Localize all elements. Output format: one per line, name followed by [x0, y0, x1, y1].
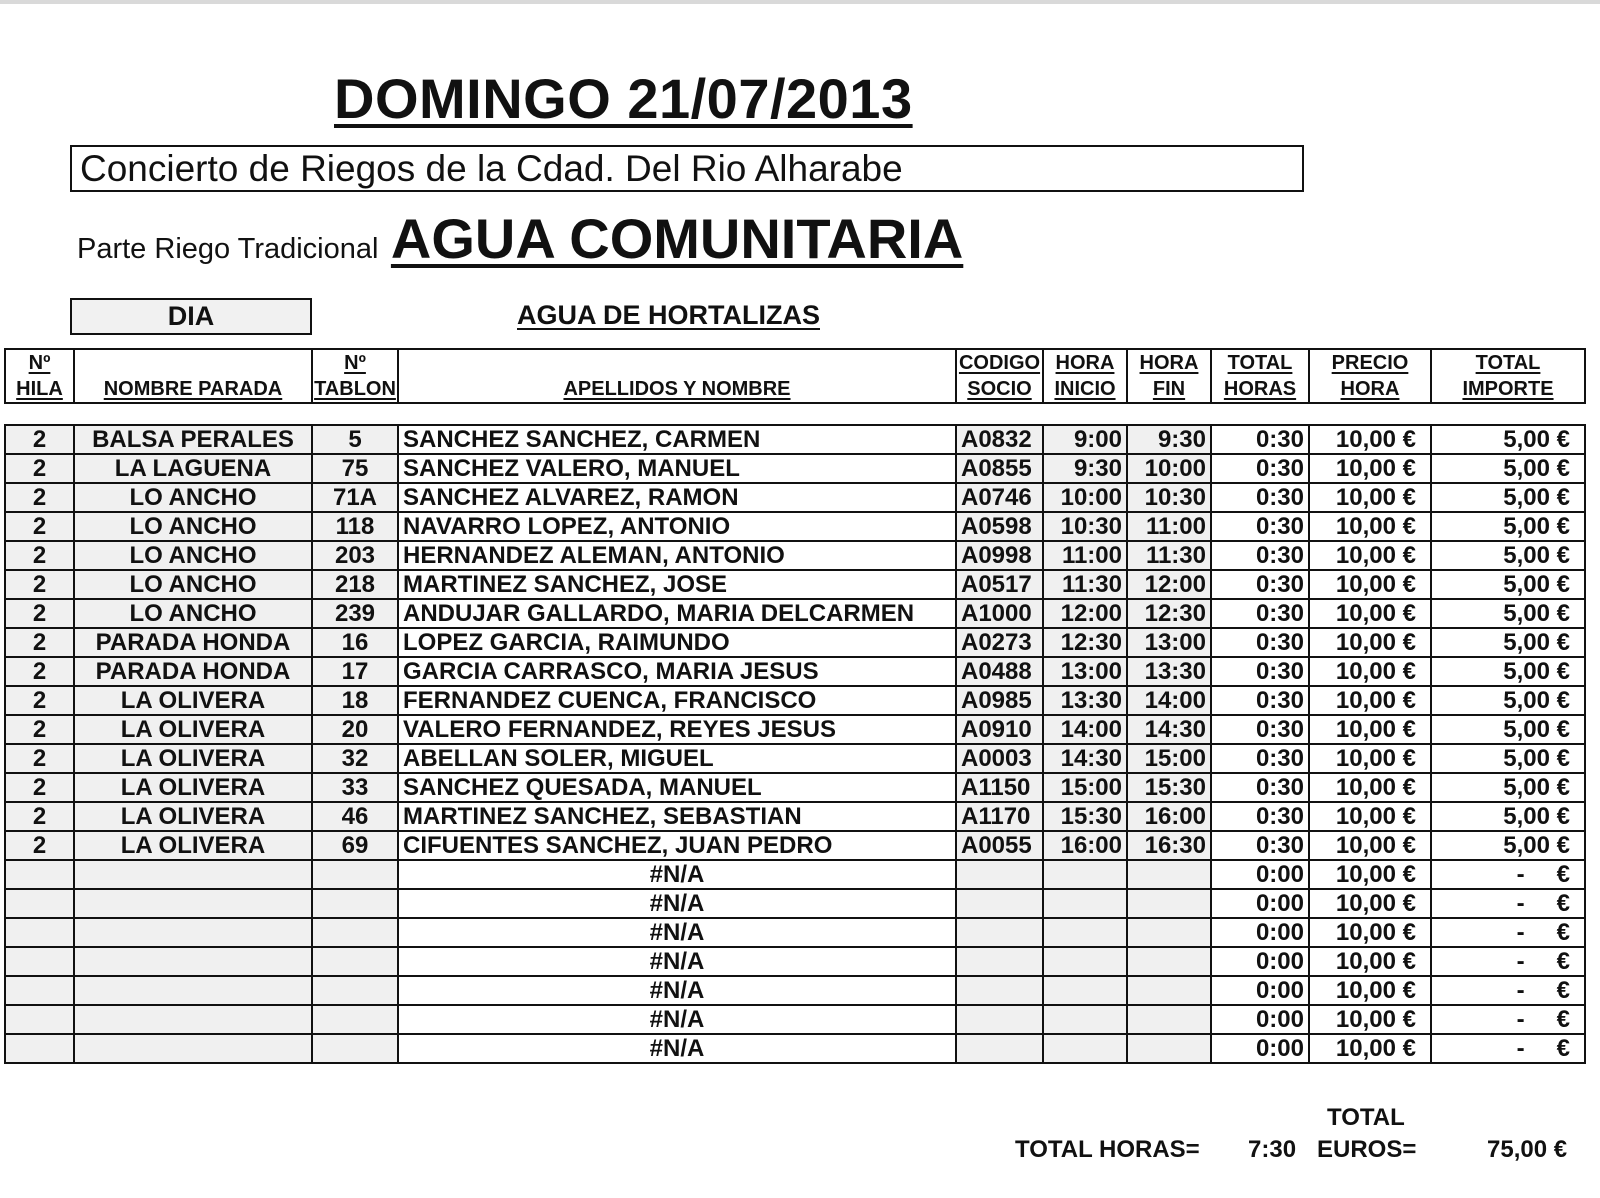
- cell-inicio: 14:30: [1043, 744, 1127, 773]
- cell-parada: LA OLIVERA: [74, 686, 312, 715]
- cell-tablon: 239: [312, 599, 398, 628]
- cell-nombre: #N/A: [398, 1034, 956, 1063]
- cell-precio: 10,00 €: [1309, 715, 1431, 744]
- cell-horas: 0:30: [1211, 541, 1309, 570]
- header-tablon: Nº TABLON: [312, 349, 398, 403]
- cell-hila: [5, 947, 74, 976]
- cell-codigo: A0273: [956, 628, 1043, 657]
- cell-importe: 5,00 €: [1431, 773, 1585, 802]
- cell-nombre: NAVARRO LOPEZ, ANTONIO: [398, 512, 956, 541]
- scan-top-edge: [0, 0, 1600, 4]
- table-row: [5, 425, 1585, 454]
- cell-codigo: A0746: [956, 483, 1043, 512]
- cell-codigo: A0985: [956, 686, 1043, 715]
- cell-fin: [1127, 889, 1211, 918]
- cell-fin: [1127, 860, 1211, 889]
- header-importe: TOTAL IMPORTE: [1431, 349, 1585, 403]
- cell-nombre: #N/A: [398, 860, 956, 889]
- importe-euro: €: [1556, 977, 1570, 1004]
- cell-inicio: [1043, 947, 1127, 976]
- cell-fin: 10:00: [1127, 454, 1211, 483]
- table-row-empty: [5, 918, 1585, 947]
- cell-tablon: 17: [312, 657, 398, 686]
- cell-horas: 0:30: [1211, 773, 1309, 802]
- cell-codigo: [956, 947, 1043, 976]
- importe-dash: -: [1516, 919, 1525, 946]
- table-header: [4, 348, 1586, 404]
- cell-horas: 0:30: [1211, 570, 1309, 599]
- cell-horas: 0:30: [1211, 512, 1309, 541]
- cell-codigo: A0832: [956, 425, 1043, 454]
- dia-box: [70, 298, 312, 335]
- cell-fin: 16:00: [1127, 802, 1211, 831]
- importe-dash: -: [1516, 1035, 1525, 1062]
- cell-nombre: HERNANDEZ ALEMAN, ANTONIO: [398, 541, 956, 570]
- cell-horas: 0:00: [1211, 1034, 1309, 1063]
- total-horas-value: 7:30: [1248, 1136, 1297, 1163]
- cell-importe: 5,00 €: [1431, 454, 1585, 483]
- cell-inicio: [1043, 1005, 1127, 1034]
- cell-horas: 0:30: [1211, 831, 1309, 860]
- cell-inicio: [1043, 976, 1127, 1005]
- cell-hila: 2: [5, 802, 74, 831]
- cell-hila: 2: [5, 715, 74, 744]
- cell-hila: [5, 860, 74, 889]
- cell-importe: [1431, 889, 1585, 918]
- header-codigo: CODIGO SOCIO: [956, 349, 1043, 403]
- cell-nombre: LOPEZ GARCIA, RAIMUNDO: [398, 628, 956, 657]
- cell-nombre: ANDUJAR GALLARDO, MARIA DELCARMEN: [398, 599, 956, 628]
- cell-precio: 10,00 €: [1309, 802, 1431, 831]
- cell-fin: [1127, 1005, 1211, 1034]
- cell-horas: 0:30: [1211, 802, 1309, 831]
- table-row: [5, 831, 1585, 860]
- cell-precio: 10,00 €: [1309, 512, 1431, 541]
- cell-inicio: 10:30: [1043, 512, 1127, 541]
- cell-tablon: 218: [312, 570, 398, 599]
- table-row: [5, 599, 1585, 628]
- cell-fin: 12:00: [1127, 570, 1211, 599]
- cell-precio: 10,00 €: [1309, 889, 1431, 918]
- section-title: AGUA DE HORTALIZAS: [517, 300, 820, 330]
- cell-parada: LO ANCHO: [74, 599, 312, 628]
- importe-dash: -: [1516, 1006, 1525, 1033]
- cell-parada: LA LAGUENA: [74, 454, 312, 483]
- cell-hila: [5, 976, 74, 1005]
- importe-euro: €: [1556, 948, 1570, 975]
- cell-nombre: CIFUENTES SANCHEZ, JUAN PEDRO: [398, 831, 956, 860]
- cell-codigo: A0998: [956, 541, 1043, 570]
- cell-fin: 16:30: [1127, 831, 1211, 860]
- cell-precio: 10,00 €: [1309, 686, 1431, 715]
- cell-codigo: [956, 1005, 1043, 1034]
- cell-codigo: A0910: [956, 715, 1043, 744]
- cell-importe: 5,00 €: [1431, 657, 1585, 686]
- cell-parada: LA OLIVERA: [74, 831, 312, 860]
- cell-precio: 10,00 €: [1309, 976, 1431, 1005]
- table-row: [5, 570, 1585, 599]
- cell-parada: BALSA PERALES: [74, 425, 312, 454]
- cell-codigo: [956, 860, 1043, 889]
- cell-parada: [74, 947, 312, 976]
- importe-euro: €: [1556, 1035, 1570, 1062]
- cell-codigo: A0855: [956, 454, 1043, 483]
- cell-codigo: A0517: [956, 570, 1043, 599]
- table-row-empty: [5, 1034, 1585, 1063]
- cell-inicio: 11:30: [1043, 570, 1127, 599]
- table-row-empty: [5, 889, 1585, 918]
- cell-fin: 11:00: [1127, 512, 1211, 541]
- header-precio: PRECIO HORA: [1309, 349, 1431, 403]
- cell-fin: 15:30: [1127, 773, 1211, 802]
- cell-tablon: 20: [312, 715, 398, 744]
- cell-fin: 13:00: [1127, 628, 1211, 657]
- table-row: [5, 483, 1585, 512]
- cell-nombre: SANCHEZ VALERO, MANUEL: [398, 454, 956, 483]
- cell-tablon: [312, 947, 398, 976]
- header-fin: HORA FIN: [1127, 349, 1211, 403]
- header-parada: NOMBRE PARADA: [74, 349, 312, 403]
- table-row-empty: [5, 976, 1585, 1005]
- organization-box: [70, 145, 1304, 192]
- cell-importe: 5,00 €: [1431, 425, 1585, 454]
- cell-horas: 0:30: [1211, 425, 1309, 454]
- cell-tablon: 75: [312, 454, 398, 483]
- cell-parada: [74, 918, 312, 947]
- table-row: [5, 802, 1585, 831]
- cell-importe: [1431, 918, 1585, 947]
- cell-hila: 2: [5, 744, 74, 773]
- cell-precio: 10,00 €: [1309, 773, 1431, 802]
- cell-codigo: A1170: [956, 802, 1043, 831]
- cell-horas: 0:30: [1211, 657, 1309, 686]
- cell-nombre: #N/A: [398, 918, 956, 947]
- cell-inicio: 9:00: [1043, 425, 1127, 454]
- importe-dash: -: [1516, 977, 1525, 1004]
- cell-importe: 5,00 €: [1431, 628, 1585, 657]
- table-row: [5, 657, 1585, 686]
- cell-hila: [5, 1005, 74, 1034]
- cell-inicio: 9:30: [1043, 454, 1127, 483]
- cell-tablon: 16: [312, 628, 398, 657]
- cell-codigo: A1150: [956, 773, 1043, 802]
- cell-inicio: [1043, 860, 1127, 889]
- importe-dash: -: [1516, 861, 1525, 888]
- table-row-empty: [5, 1005, 1585, 1034]
- cell-tablon: 203: [312, 541, 398, 570]
- cell-precio: 10,00 €: [1309, 570, 1431, 599]
- cell-fin: 9:30: [1127, 425, 1211, 454]
- cell-fin: 14:00: [1127, 686, 1211, 715]
- cell-parada: PARADA HONDA: [74, 628, 312, 657]
- cell-hila: 2: [5, 657, 74, 686]
- cell-hila: 2: [5, 628, 74, 657]
- cell-importe: 5,00 €: [1431, 483, 1585, 512]
- cell-nombre: MARTINEZ SANCHEZ, JOSE: [398, 570, 956, 599]
- cell-nombre: VALERO FERNANDEZ, REYES JESUS: [398, 715, 956, 744]
- table-row-empty: [5, 947, 1585, 976]
- cell-codigo: [956, 918, 1043, 947]
- cell-nombre: #N/A: [398, 1005, 956, 1034]
- cell-horas: 0:00: [1211, 918, 1309, 947]
- cell-horas: 0:30: [1211, 686, 1309, 715]
- total-euros-value: 75,00 €: [1487, 1136, 1568, 1163]
- cell-tablon: 5: [312, 425, 398, 454]
- cell-inicio: 12:30: [1043, 628, 1127, 657]
- cell-hila: [5, 918, 74, 947]
- organization-name: Concierto de Riegos de la Cdad. Del Rio Alharabe: [80, 148, 903, 189]
- cell-tablon: [312, 860, 398, 889]
- page-title: DOMINGO 21/07/2013: [334, 67, 913, 130]
- cell-importe: 5,00 €: [1431, 715, 1585, 744]
- cell-hila: 2: [5, 425, 74, 454]
- cell-importe: [1431, 1034, 1585, 1063]
- cell-fin: 15:00: [1127, 744, 1211, 773]
- cell-tablon: 69: [312, 831, 398, 860]
- cell-tablon: [312, 976, 398, 1005]
- dia-label: DIA: [167, 301, 215, 331]
- importe-euro: €: [1556, 890, 1570, 917]
- cell-tablon: 46: [312, 802, 398, 831]
- importe-dash: -: [1516, 948, 1525, 975]
- cell-hila: 2: [5, 599, 74, 628]
- importe-euro: €: [1556, 1006, 1570, 1033]
- cell-parada: [74, 976, 312, 1005]
- cell-codigo: A0055: [956, 831, 1043, 860]
- cell-parada: LO ANCHO: [74, 512, 312, 541]
- header-total-horas: TOTAL HORAS: [1211, 349, 1309, 403]
- cell-precio: 10,00 €: [1309, 483, 1431, 512]
- importe-dash: -: [1516, 890, 1525, 917]
- cell-horas: 0:00: [1211, 1005, 1309, 1034]
- cell-codigo: A0598: [956, 512, 1043, 541]
- cell-nombre: GARCIA CARRASCO, MARIA JESUS: [398, 657, 956, 686]
- cell-inicio: 14:00: [1043, 715, 1127, 744]
- cell-horas: 0:30: [1211, 744, 1309, 773]
- cell-inicio: 13:30: [1043, 686, 1127, 715]
- table-row: [5, 715, 1585, 744]
- cell-fin: [1127, 976, 1211, 1005]
- cell-tablon: [312, 889, 398, 918]
- cell-parada: LA OLIVERA: [74, 715, 312, 744]
- total-euros-label-1: TOTAL: [1327, 1104, 1405, 1131]
- cell-hila: [5, 889, 74, 918]
- cell-inicio: 10:00: [1043, 483, 1127, 512]
- cell-importe: [1431, 976, 1585, 1005]
- cell-fin: 12:30: [1127, 599, 1211, 628]
- cell-importe: [1431, 860, 1585, 889]
- subtitle-prefix: Parte Riego Tradicional: [77, 233, 379, 265]
- cell-codigo: A1000: [956, 599, 1043, 628]
- subtitle-row: [77, 206, 963, 271]
- cell-fin: [1127, 947, 1211, 976]
- cell-parada: LO ANCHO: [74, 570, 312, 599]
- cell-importe: 5,00 €: [1431, 512, 1585, 541]
- cell-parada: LA OLIVERA: [74, 773, 312, 802]
- cell-horas: 0:00: [1211, 976, 1309, 1005]
- cell-hila: 2: [5, 483, 74, 512]
- cell-precio: 10,00 €: [1309, 831, 1431, 860]
- cell-inicio: [1043, 1034, 1127, 1063]
- cell-inicio: 15:00: [1043, 773, 1127, 802]
- cell-fin: [1127, 1034, 1211, 1063]
- cell-parada: [74, 1034, 312, 1063]
- cell-precio: 10,00 €: [1309, 744, 1431, 773]
- cell-horas: 0:00: [1211, 947, 1309, 976]
- cell-importe: 5,00 €: [1431, 570, 1585, 599]
- table-row: [5, 454, 1585, 483]
- cell-nombre: SANCHEZ ALVAREZ, RAMON: [398, 483, 956, 512]
- cell-nombre: #N/A: [398, 947, 956, 976]
- cell-importe: 5,00 €: [1431, 744, 1585, 773]
- cell-horas: 0:00: [1211, 889, 1309, 918]
- cell-precio: 10,00 €: [1309, 425, 1431, 454]
- cell-horas: 0:30: [1211, 715, 1309, 744]
- cell-hila: 2: [5, 831, 74, 860]
- cell-parada: LO ANCHO: [74, 541, 312, 570]
- cell-precio: 10,00 €: [1309, 628, 1431, 657]
- cell-precio: 10,00 €: [1309, 657, 1431, 686]
- cell-importe: [1431, 947, 1585, 976]
- cell-nombre: SANCHEZ SANCHEZ, CARMEN: [398, 425, 956, 454]
- total-horas-label: TOTAL HORAS=: [1015, 1136, 1200, 1163]
- cell-precio: 10,00 €: [1309, 541, 1431, 570]
- cell-inicio: 16:00: [1043, 831, 1127, 860]
- cell-parada: PARADA HONDA: [74, 657, 312, 686]
- cell-hila: 2: [5, 686, 74, 715]
- cell-hila: 2: [5, 512, 74, 541]
- cell-hila: 2: [5, 454, 74, 483]
- cell-horas: 0:30: [1211, 628, 1309, 657]
- cell-precio: 10,00 €: [1309, 599, 1431, 628]
- cell-precio: 10,00 €: [1309, 918, 1431, 947]
- header-inicio: HORA INICIO: [1043, 349, 1127, 403]
- cell-horas: 0:30: [1211, 454, 1309, 483]
- cell-parada: LA OLIVERA: [74, 744, 312, 773]
- cell-fin: [1127, 918, 1211, 947]
- cell-tablon: 18: [312, 686, 398, 715]
- cell-fin: 11:30: [1127, 541, 1211, 570]
- cell-importe: 5,00 €: [1431, 541, 1585, 570]
- cell-hila: [5, 1034, 74, 1063]
- cell-inicio: 13:00: [1043, 657, 1127, 686]
- table-row-empty: [5, 860, 1585, 889]
- cell-horas: 0:30: [1211, 483, 1309, 512]
- cell-inicio: 15:30: [1043, 802, 1127, 831]
- table-row: [5, 628, 1585, 657]
- cell-parada: [74, 889, 312, 918]
- cell-tablon: [312, 918, 398, 947]
- cell-tablon: [312, 1005, 398, 1034]
- cell-horas: 0:00: [1211, 860, 1309, 889]
- table-row: [5, 512, 1585, 541]
- table-row: [5, 744, 1585, 773]
- table-row: [5, 686, 1585, 715]
- header-apellidos: APELLIDOS Y NOMBRE: [398, 349, 956, 403]
- subtitle-main: AGUA COMUNITARIA: [390, 207, 964, 270]
- data-table: [4, 424, 1586, 1064]
- cell-horas: 0:30: [1211, 599, 1309, 628]
- cell-inicio: 11:00: [1043, 541, 1127, 570]
- cell-nombre: FERNANDEZ CUENCA, FRANCISCO: [398, 686, 956, 715]
- cell-precio: 10,00 €: [1309, 1034, 1431, 1063]
- cell-tablon: 118: [312, 512, 398, 541]
- cell-inicio: [1043, 889, 1127, 918]
- cell-codigo: [956, 976, 1043, 1005]
- cell-fin: 13:30: [1127, 657, 1211, 686]
- cell-inicio: [1043, 918, 1127, 947]
- cell-tablon: 32: [312, 744, 398, 773]
- cell-parada: [74, 860, 312, 889]
- cell-nombre: #N/A: [398, 976, 956, 1005]
- cell-precio: 10,00 €: [1309, 454, 1431, 483]
- cell-parada: [74, 1005, 312, 1034]
- cell-tablon: 71A: [312, 483, 398, 512]
- cell-nombre: ABELLAN SOLER, MIGUEL: [398, 744, 956, 773]
- cell-importe: [1431, 1005, 1585, 1034]
- cell-parada: LO ANCHO: [74, 483, 312, 512]
- cell-hila: 2: [5, 570, 74, 599]
- cell-precio: 10,00 €: [1309, 947, 1431, 976]
- cell-fin: 10:30: [1127, 483, 1211, 512]
- total-euros-label-2: EUROS=: [1317, 1136, 1417, 1163]
- cell-nombre: MARTINEZ SANCHEZ, SEBASTIAN: [398, 802, 956, 831]
- cell-tablon: [312, 1034, 398, 1063]
- cell-importe: 5,00 €: [1431, 599, 1585, 628]
- importe-euro: €: [1556, 919, 1570, 946]
- cell-codigo: [956, 889, 1043, 918]
- cell-nombre: #N/A: [398, 889, 956, 918]
- cell-parada: LA OLIVERA: [74, 802, 312, 831]
- cell-importe: 5,00 €: [1431, 831, 1585, 860]
- cell-hila: 2: [5, 541, 74, 570]
- table-row: [5, 773, 1585, 802]
- cell-nombre: SANCHEZ QUESADA, MANUEL: [398, 773, 956, 802]
- importe-euro: €: [1556, 861, 1570, 888]
- header-hila: Nº HILA: [5, 349, 74, 403]
- cell-codigo: A0003: [956, 744, 1043, 773]
- cell-codigo: A0488: [956, 657, 1043, 686]
- cell-fin: 14:30: [1127, 715, 1211, 744]
- table-row: [5, 541, 1585, 570]
- cell-hila: 2: [5, 773, 74, 802]
- cell-precio: 10,00 €: [1309, 860, 1431, 889]
- cell-codigo: [956, 1034, 1043, 1063]
- cell-importe: 5,00 €: [1431, 686, 1585, 715]
- cell-tablon: 33: [312, 773, 398, 802]
- cell-importe: 5,00 €: [1431, 802, 1585, 831]
- cell-inicio: 12:00: [1043, 599, 1127, 628]
- cell-precio: 10,00 €: [1309, 1005, 1431, 1034]
